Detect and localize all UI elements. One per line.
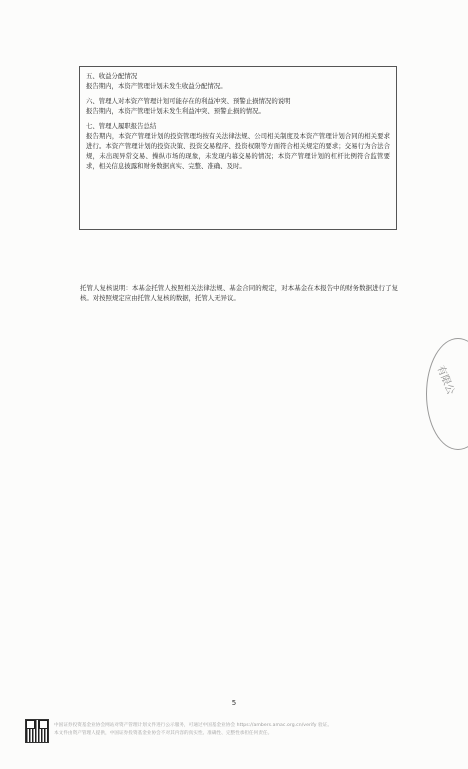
- report-summary-box: [79, 66, 397, 230]
- section-body: 报告期内，本资产管理计划的投资管理均按有关法律法规、公司相关制度及本资产管理计划合同的相关要求进行。本资产管理计划的投资决策、投资交易程序、投资权限等方面符合相关规定的要求；交易行为合法合规，未出现异常交易、操纵市场的现象，未发现内幕交易的情况；本资产管理计划的杠杆比例符合监管要求，相关信息披露和财务数据真实、完整、准确、及时。: [86, 132, 390, 170]
- section-title: 五、收益分配情况: [86, 72, 138, 80]
- section-body: 报告期内，本资产管理计划未发生利益冲突、预警止损的情况。: [86, 107, 265, 115]
- page-number: 5: [231, 699, 237, 707]
- disclaimer-line-2: 本文件由资产管理人提供，中国证券投资基金业协会不对其内容的真实性、准确性、完整性承担任何责任。: [54, 731, 273, 736]
- section-title: 六、管理人对本资产管理计划可能存在的利益冲突、预警止损情况的说明: [86, 97, 291, 105]
- section-conflict-of-interest: [86, 96, 390, 116]
- disclaimer-line-1b: 验证。: [318, 723, 333, 728]
- company-seal-text: 有限公: [434, 364, 456, 397]
- custodian-review-note: 托管人复核说明：本基金托管人按照相关法律法规、基金合同的规定，对本基金在本报告中的财务数据进行了复核。对按照规定应由托管人复核的数据，托管人无异议。: [80, 284, 398, 302]
- disclaimer-line-1a: 中国证券投资基金业协会网站对资产管理计划文件进行公示服务，可通过中国基金业协会: [54, 723, 236, 728]
- section-income-distribution: [86, 71, 390, 91]
- section-duty-summary: [86, 121, 390, 171]
- verify-link[interactable]: https://ambers.amac.org.cn/verify: [236, 723, 317, 728]
- section-body: 报告期内，本资产管理计划未发生收益分配情况。: [86, 82, 227, 90]
- footer-disclaimer: [54, 722, 454, 738]
- section-title: 七、管理人履职报告总结: [86, 122, 157, 130]
- qr-code-icon: [26, 720, 48, 742]
